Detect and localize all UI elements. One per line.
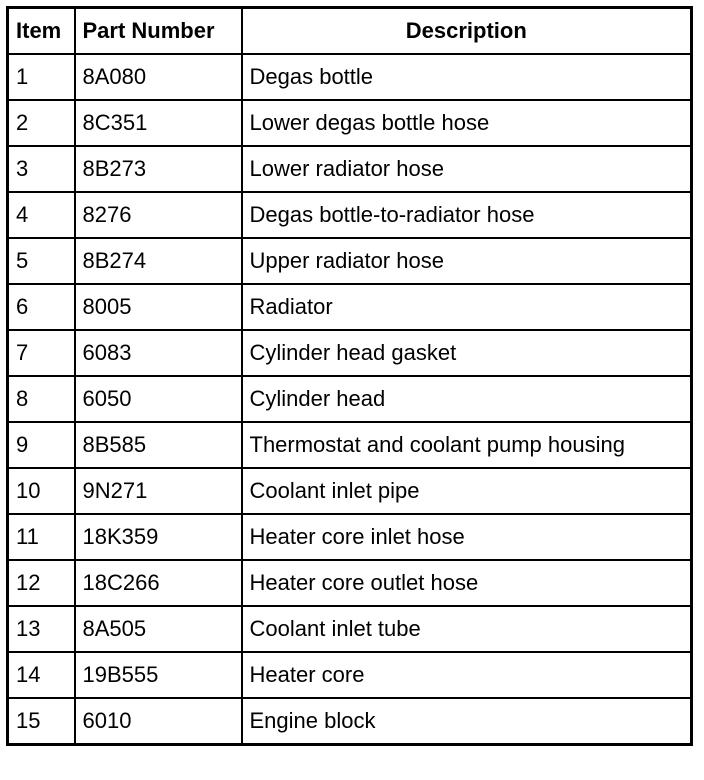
table-row — [8, 422, 692, 468]
cell-description: Radiator — [242, 284, 692, 330]
table-row — [8, 652, 692, 698]
cell-part-number: 6010 — [75, 698, 242, 745]
cell-item: 15 — [8, 698, 75, 745]
cell-item: 4 — [8, 192, 75, 238]
parts-table-container — [6, 6, 693, 746]
table-row — [8, 698, 692, 745]
cell-item: 13 — [8, 606, 75, 652]
cell-description: Heater core inlet hose — [242, 514, 692, 560]
cell-description: Heater core — [242, 652, 692, 698]
table-row — [8, 54, 692, 100]
cell-part-number: 8B273 — [75, 146, 242, 192]
cell-description: Cylinder head gasket — [242, 330, 692, 376]
table-row — [8, 238, 692, 284]
cell-description: Heater core outlet hose — [242, 560, 692, 606]
header-part-number: Part Number — [75, 8, 242, 55]
cell-part-number: 18C266 — [75, 560, 242, 606]
cell-part-number: 18K359 — [75, 514, 242, 560]
cell-item: 1 — [8, 54, 75, 100]
cell-description: Coolant inlet pipe — [242, 468, 692, 514]
cell-item: 2 — [8, 100, 75, 146]
cell-part-number: 8276 — [75, 192, 242, 238]
cell-item: 12 — [8, 560, 75, 606]
table-row — [8, 514, 692, 560]
cell-description: Degas bottle — [242, 54, 692, 100]
cell-part-number: 19B555 — [75, 652, 242, 698]
cell-description: Thermostat and coolant pump housing — [242, 422, 692, 468]
cell-description: Coolant inlet tube — [242, 606, 692, 652]
table-row — [8, 330, 692, 376]
cell-part-number: 6050 — [75, 376, 242, 422]
cell-item: 11 — [8, 514, 75, 560]
parts-table — [6, 6, 693, 746]
table-row — [8, 284, 692, 330]
cell-item: 8 — [8, 376, 75, 422]
table-row — [8, 560, 692, 606]
cell-item: 6 — [8, 284, 75, 330]
table-header-row — [8, 8, 692, 55]
table-row — [8, 468, 692, 514]
table-row — [8, 606, 692, 652]
header-item: Item — [8, 8, 75, 55]
cell-part-number: 8B585 — [75, 422, 242, 468]
cell-part-number: 8C351 — [75, 100, 242, 146]
cell-item: 3 — [8, 146, 75, 192]
cell-part-number: 9N271 — [75, 468, 242, 514]
cell-description: Lower degas bottle hose — [242, 100, 692, 146]
cell-item: 9 — [8, 422, 75, 468]
table-row — [8, 146, 692, 192]
cell-description: Upper radiator hose — [242, 238, 692, 284]
table-row — [8, 192, 692, 238]
cell-item: 5 — [8, 238, 75, 284]
table-row — [8, 376, 692, 422]
cell-part-number: 6083 — [75, 330, 242, 376]
cell-description: Degas bottle-to-radiator hose — [242, 192, 692, 238]
cell-item: 14 — [8, 652, 75, 698]
cell-item: 10 — [8, 468, 75, 514]
cell-part-number: 8A080 — [75, 54, 242, 100]
cell-description: Lower radiator hose — [242, 146, 692, 192]
cell-description: Engine block — [242, 698, 692, 745]
cell-part-number: 8005 — [75, 284, 242, 330]
cell-part-number: 8A505 — [75, 606, 242, 652]
header-description: Description — [242, 8, 692, 55]
cell-item: 7 — [8, 330, 75, 376]
cell-description: Cylinder head — [242, 376, 692, 422]
cell-part-number: 8B274 — [75, 238, 242, 284]
table-row — [8, 100, 692, 146]
